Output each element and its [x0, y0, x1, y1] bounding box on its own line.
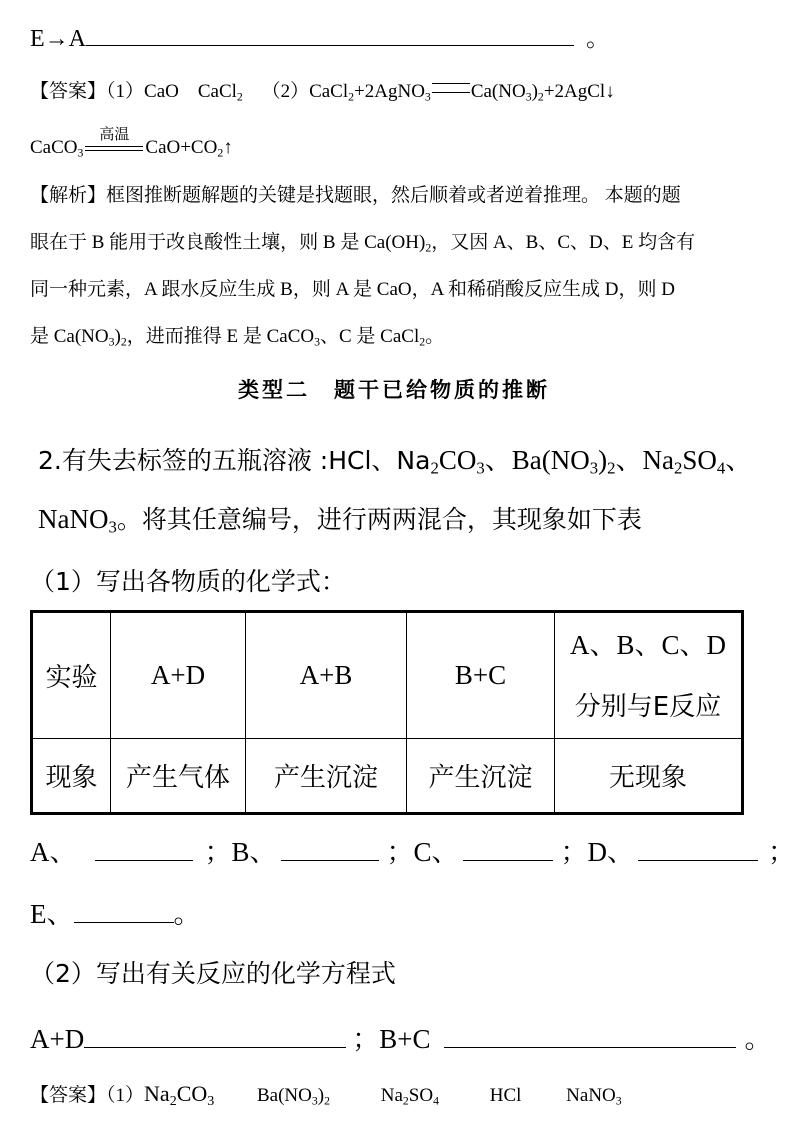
equation-text: CaCl — [309, 81, 349, 102]
subscript: 2 — [236, 90, 243, 104]
subscript: 3 — [311, 1094, 318, 1108]
cell-text: 产生气体 — [125, 763, 230, 793]
equals-sign — [432, 83, 470, 93]
question-text: SO — [682, 445, 717, 475]
answer-part1: CaO CaCl — [144, 81, 237, 102]
subscript: 2 — [425, 241, 432, 255]
analysis-text: 、C 是 CaCl — [320, 326, 420, 347]
answer-formula: SO — [408, 1085, 434, 1106]
analysis-text: 眼在于 B 能用于改良酸性土壤，则 B 是 Ca(OH) — [30, 232, 426, 253]
experiment-table — [30, 610, 744, 815]
question-text: 、Na — [615, 445, 674, 475]
cell-text: A+D — [150, 660, 206, 690]
equation-text: Ca(NO — [470, 81, 526, 102]
blank-label: ；B+C — [352, 1024, 431, 1054]
blank-label: ；B、 — [204, 837, 277, 867]
subscript: 2 — [673, 458, 683, 478]
subscript: 3 — [424, 90, 431, 104]
subscript: 4 — [716, 458, 726, 478]
question-text: ) — [598, 445, 608, 475]
table-cell — [246, 612, 407, 739]
reaction-condition: 高温 — [99, 127, 130, 143]
prev-line-end: 。 — [586, 26, 610, 52]
blank-label: E、 — [30, 899, 74, 929]
blank-label: 。 — [173, 899, 201, 929]
blank-label: A+D — [30, 1024, 85, 1054]
analysis-tag: 【解析】 — [30, 185, 107, 206]
subscript: 2 — [348, 90, 355, 104]
blank-bc-equation[interactable] — [444, 1023, 736, 1048]
analysis-text: 。 — [425, 326, 445, 347]
question-text: NaNO — [38, 504, 109, 534]
question-text: 、Ba(NO — [484, 445, 590, 475]
subscript: 3 — [476, 458, 485, 478]
table-cell — [111, 612, 246, 739]
blank-label: ；D、 — [560, 837, 635, 867]
question-text: CO — [438, 445, 477, 475]
cell-text: 分别与E反应 — [574, 691, 722, 722]
equation-text: ) — [531, 81, 538, 102]
equation-blanks-row — [30, 1017, 771, 1056]
subscript: 3 — [108, 335, 115, 349]
blank-c[interactable] — [463, 836, 553, 861]
answer-tag: 【答案】 — [30, 1085, 107, 1106]
cell-text: 无现象 — [608, 763, 687, 793]
question-text: 、 — [725, 445, 753, 475]
cell-text: A+B — [299, 660, 353, 690]
table-cell — [32, 612, 111, 739]
question-2-sub1-prompt: （1）写出各物质的化学式： — [30, 567, 346, 596]
formula-blanks-row — [30, 830, 795, 869]
equation-text: CaO+CO — [145, 137, 218, 158]
blank-label: ； — [768, 837, 795, 867]
table-cell — [555, 612, 743, 739]
answer-tag: 【答案】 — [30, 81, 107, 102]
cell-text: 产生沉淀 — [428, 763, 533, 793]
analysis-text: ) — [114, 326, 121, 347]
table-row — [32, 739, 743, 814]
answer-formula: Na — [144, 1081, 170, 1106]
subscript: 2 — [419, 335, 426, 349]
subscript: 2 — [607, 458, 616, 478]
answer-1-line2 — [30, 127, 233, 160]
subscript: 2 — [120, 335, 127, 349]
blank-ad-equation[interactable] — [84, 1023, 346, 1048]
answer-formula: Ba(NO — [257, 1085, 312, 1106]
cell-text: 产生沉淀 — [273, 763, 378, 793]
answer-formula: HCl — [489, 1085, 522, 1106]
answer-part-number: （1） — [106, 1085, 145, 1106]
subscript: 3 — [207, 1093, 215, 1109]
analysis-text: ，又因 A、B、C、D、E 均含有 — [431, 232, 696, 253]
equation-text: ↑ — [223, 137, 233, 158]
prev-question-line — [30, 18, 610, 53]
analysis-line — [30, 313, 762, 360]
equation-text: +2AgCl↓ — [543, 81, 615, 102]
table-cell — [555, 739, 743, 814]
analysis-line — [30, 219, 762, 266]
subscript: 2 — [169, 1093, 177, 1109]
subscript: 2 — [324, 1094, 330, 1108]
subscript: 3 — [108, 517, 117, 537]
answer-part-number: （2） — [261, 81, 310, 102]
analysis-text: ，进而推得 E 是 CaCO — [126, 326, 315, 347]
section-title: 类型二 题干已给物质的推断 — [238, 377, 550, 402]
cell-text: B+C — [454, 660, 507, 690]
blank-label: A、 — [30, 837, 77, 867]
subscript: 3 — [589, 458, 599, 478]
table-cell — [32, 739, 111, 814]
answer-formula: ) — [317, 1085, 325, 1106]
subscript: 3 — [615, 1094, 622, 1108]
table-row — [32, 612, 743, 739]
cell-text: 现象 — [45, 763, 98, 793]
subscript: 3 — [525, 90, 532, 104]
table-cell — [111, 739, 246, 814]
cell-text: A、B、C、D — [569, 629, 726, 660]
answer-part-number: （1） — [106, 81, 145, 102]
answer-formula: NaNO — [566, 1085, 616, 1106]
subscript: 2 — [217, 146, 224, 160]
analysis-line — [30, 172, 762, 219]
question-text: 。将其任意编号，进行两两混合，其现象如下表 — [116, 505, 642, 534]
question-2-line2 — [38, 500, 642, 536]
question-2-intro — [38, 438, 752, 477]
answer-2-line — [30, 1080, 622, 1107]
question-text: 2.有失去标签的五瓶溶液 :HCl、Na — [38, 446, 431, 475]
blank-e[interactable] — [74, 898, 174, 923]
reaction-condition-arrow — [85, 127, 143, 157]
subscript: 3 — [314, 335, 320, 349]
answer-formula: CO — [176, 1081, 208, 1106]
table-cell — [407, 739, 555, 814]
blank-label: 。 — [744, 1024, 772, 1054]
blank-label: ；C、 — [386, 837, 459, 867]
answer-1-line1 — [30, 76, 615, 103]
answer-formula: Na — [380, 1085, 403, 1106]
analysis-text: 框图推断题解题的关键是找题眼，然后顺着或者逆着推理。 本题的题 — [106, 185, 681, 206]
equation-text: CaCO — [30, 137, 78, 158]
subscript: 2 — [430, 458, 439, 478]
subscript: 2 — [402, 1094, 409, 1108]
prev-line-label: E→A — [30, 26, 86, 52]
equation-text: +2AgNO — [354, 81, 425, 102]
cell-text: 实验 — [45, 663, 98, 693]
blank-b[interactable] — [281, 836, 379, 861]
analysis-paragraph — [30, 172, 762, 360]
analysis-text: 是 Ca(NO — [30, 326, 109, 347]
subscript: 3 — [77, 146, 84, 160]
analysis-text: 同一种元素，A 跟水反应生成 B，则 A 是 CaO，A 和稀硝酸反应生成 D，则 D — [30, 279, 675, 300]
table-cell — [407, 612, 555, 739]
formula-blank-e-row — [30, 892, 201, 931]
question-2-sub2-prompt: （2）写出有关反应的化学方程式 — [30, 959, 396, 988]
blank-d[interactable] — [638, 836, 758, 861]
subscript: 2 — [537, 90, 544, 104]
answer-blank[interactable] — [86, 23, 574, 46]
subscript: 4 — [433, 1094, 439, 1108]
analysis-line — [30, 266, 762, 313]
table-cell — [246, 739, 407, 814]
blank-a[interactable] — [95, 836, 193, 861]
